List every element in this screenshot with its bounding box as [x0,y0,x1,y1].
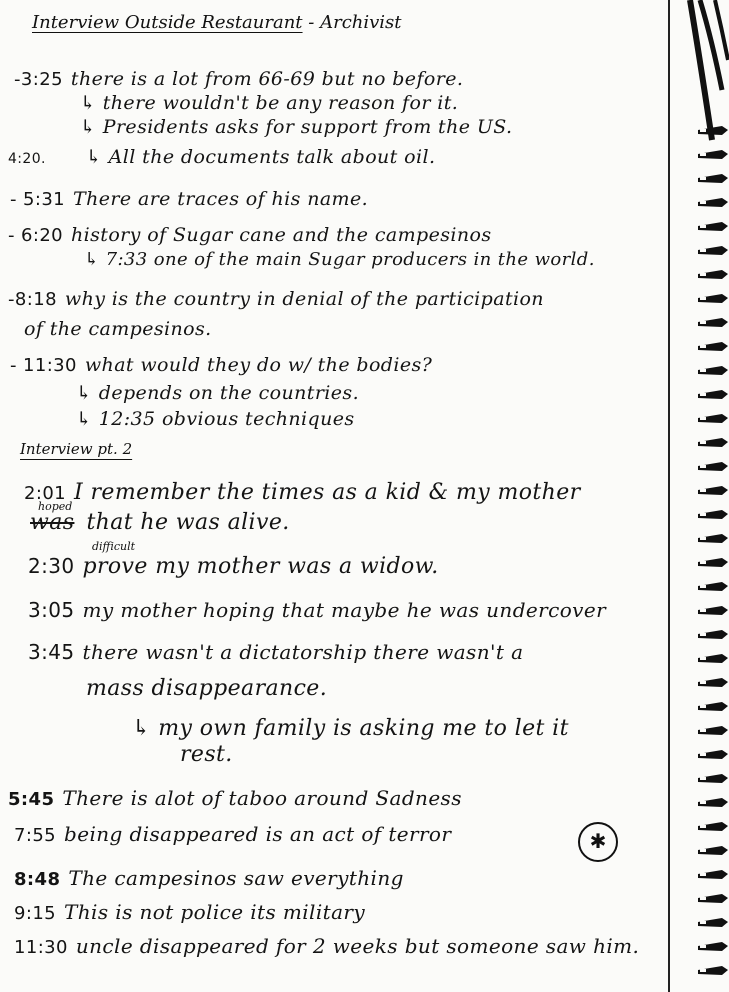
spiral-hole [700,465,706,468]
note-text: that he was alive. [86,510,290,535]
note-line [14,900,365,924]
note-line [14,934,639,958]
timestamp: 3:05 [28,598,75,622]
spiral-hole [700,513,706,516]
timestamp: 9:15 [14,903,57,924]
note-text: what would they do w/ the bodies? [84,354,433,376]
note-line [180,742,233,767]
spiral-hole [700,921,706,924]
spiral-hole [700,345,706,348]
note-text: mass disappearance. [86,676,328,701]
note-text: There are traces of his name. [73,188,369,210]
spiral-hole [700,561,706,564]
note-text: ↳ 7:33 one of the main Sugar producers in the world. [84,249,595,270]
spiral-hole [700,969,706,972]
note-text: ↳ there wouldn't be any reason for it. [80,92,459,114]
note-line [8,786,462,810]
note-text: prove my mother was a widow. [82,554,439,579]
note-text: history of Sugar cane and the campesinos [71,224,492,246]
timestamp: 4:20. [8,151,46,167]
timestamp: 5:45 [8,789,55,810]
spiral-hole [700,681,706,684]
spiral-hole [700,249,706,252]
section-heading: Interview pt. 2 [20,440,133,458]
crossed-word: was [30,510,75,535]
note-text: ↳ depends on the countries. [76,382,360,404]
page-title [32,12,402,33]
note-line [86,676,327,701]
note-line [76,382,359,404]
spiral-hole [700,153,706,156]
spiral-hole [700,129,706,132]
spiral-hole [700,825,706,828]
spiral-hole [700,705,706,708]
note-text: of the campesinos. [24,318,212,340]
note-text: ↳ 12:35 obvious techniques [76,408,355,430]
note-line [24,480,581,505]
note-line [80,116,512,138]
spiral-hole [700,657,706,660]
note-line [8,224,491,246]
note-line [8,288,544,310]
spiral-hole [700,753,706,756]
spiral-hole [700,321,706,324]
spiral-hole [700,177,706,180]
note-line [28,640,523,664]
timestamp: -8:18 [8,289,57,310]
note-text: ↳ Presidents asks for support from the US. [80,116,513,138]
spiral-hole [700,537,706,540]
spiral-hole [700,393,706,396]
spiral-hole [700,489,706,492]
spiral-hole [700,441,706,444]
annotation-hoped: hoped [38,500,73,513]
note-line [14,822,451,846]
spiral-hole [700,225,706,228]
note-text: This is not police its military [64,900,366,924]
note-line [14,866,404,890]
spiral-hole [700,873,706,876]
note-line [76,408,355,430]
note-text: uncle disappeared for 2 weeks but someone saw him. [75,934,640,958]
timestamp: - 5:31 [10,189,66,210]
spiral-hole [700,945,706,948]
note-line [28,554,439,579]
note-line [8,146,435,168]
note-line [14,68,463,90]
spiral-hole [700,201,706,204]
spiral-hole [700,849,706,852]
spiral-hole [700,417,706,420]
note-text: ↳ my own family is asking me to let it [132,716,569,741]
spiral-hole [700,897,706,900]
note-text: why is the country in denial of the participation [64,288,544,310]
note-text: there wasn't a dictatorship there wasn't a [82,640,524,664]
note-line [10,354,432,376]
timestamp: 2:01 [24,483,67,504]
title-main: Interview Outside Restaurant [32,12,303,33]
timestamp: 3:45 [28,640,75,664]
spiral-hole [700,609,706,612]
note-text: rest. [180,742,233,767]
spiral-hole [700,633,706,636]
circled-star-mark: ✱ [578,822,618,862]
timestamp: 8:48 [14,869,61,890]
note-line [80,92,458,114]
note-text: ↳ All the documents talk about oil. [85,146,436,168]
note-line [30,510,290,535]
timestamp: 7:55 [14,825,57,846]
note-text: there is a lot from 66-69 but no before. [70,68,464,90]
spiral-hole [700,369,706,372]
annotation-difficult: difficult [92,540,136,553]
timestamp: 2:30 [28,554,75,578]
spiral-hole [700,729,706,732]
timestamp: - 11:30 [10,355,77,376]
note-line [132,716,569,741]
timestamp: -3:25 [14,69,63,90]
timestamp: 11:30 [14,937,68,958]
spiral-hole [700,801,706,804]
note-text: my mother hoping that maybe he was undercover [82,598,607,622]
spiral-hole [700,273,706,276]
note-text: There is alot of taboo around Sadness [62,786,462,810]
spiral-hole [700,777,706,780]
note-text: I remember the times as a kid & my mother [74,480,581,505]
note-line [24,318,212,340]
note-line [28,598,606,622]
title-suffix: - Archivist [308,12,402,33]
spiral-hole [700,585,706,588]
note-text: The campesinos saw everything [68,866,404,890]
spiral-hole [700,297,706,300]
note-line [84,248,595,270]
note-text: being disappeared is an act of terror [64,822,452,846]
timestamp: - 6:20 [8,225,64,246]
note-line [10,188,368,210]
